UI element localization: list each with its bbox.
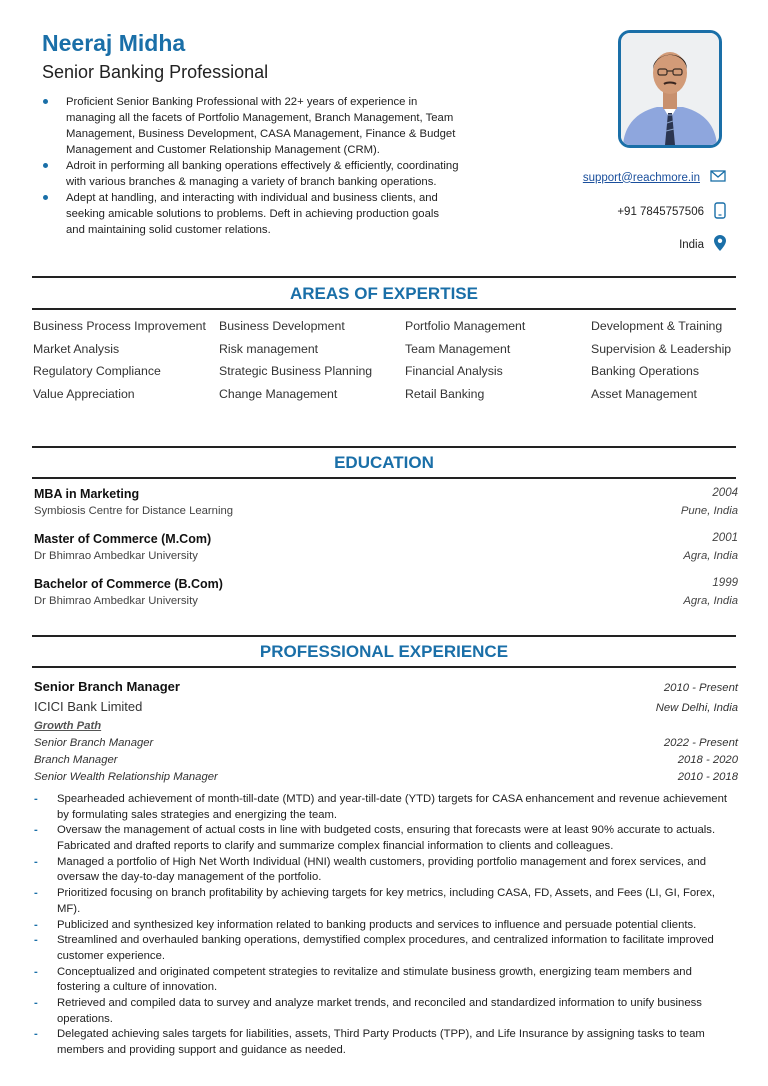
expertise-column	[591, 318, 768, 408]
section-divider	[32, 276, 736, 278]
expertise-column	[33, 318, 219, 408]
job-period: 2010 - Present	[663, 682, 738, 694]
expertise-item: Portfolio Management	[405, 319, 526, 333]
candidate-title: Senior Banking Professional	[42, 62, 269, 82]
job-bullet: - Delegated achieving sales targets for liabilities, assets, Third Party Products (TPP), and Life Insurance by assigning tasks to team members and providing support and guidance as needed.	[34, 1027, 738, 1058]
degree-name: Master of Commerce (M.Com)	[34, 532, 212, 546]
summary-item: Proficient Senior Banking Professional with 22+ years of experience in managing all the facets of Portfolio Management, Branch Management, Team Management, Business Development, CASA Management, Finance & Budget Management and Customer Relationship Management (CRM).	[40, 94, 460, 158]
degree-year: 2001	[712, 532, 738, 544]
expertise-item: Supervision & Leadership	[591, 341, 732, 356]
degree-name: Bachelor of Commerce (B.Com)	[34, 577, 223, 591]
section-divider	[32, 635, 736, 637]
growth-period: 2010 - 2018	[677, 771, 738, 783]
expertise-item: Financial Analysis	[405, 364, 503, 379]
location-text: India	[679, 238, 704, 251]
job-bullet: - Managed a portfolio of High Net Worth Individual (HNI) wealth customers, providing portfolio management and forex services, and oversaw the day-to-day management of the portfolio.	[34, 855, 738, 886]
job-location: New Delhi, India	[655, 702, 738, 714]
phone-icon	[714, 202, 726, 222]
expertise-column	[219, 318, 405, 408]
phone-number: +91 7845757506	[617, 206, 704, 218]
job-bullet: - Conceptualized and originated competent strategies to revitalize and stimulate business growth, energizing team members and fostering a culture of innovation.	[34, 965, 738, 996]
expertise-item: Change Management	[219, 386, 338, 401]
section-divider	[32, 666, 736, 668]
expertise-heading: AREAS OF EXPERTISE	[290, 284, 478, 303]
institution-name: Dr Bhimrao Ambedkar University	[34, 550, 198, 562]
growth-period: 2022 - Present	[663, 737, 738, 749]
growth-title: Senior Wealth Relationship Manager	[34, 771, 218, 783]
education-entry	[34, 487, 738, 517]
envelope-icon	[710, 170, 726, 185]
expertise-item: Banking Operations	[591, 364, 700, 379]
institution-place: Agra, India	[683, 550, 738, 562]
map-pin-icon	[714, 235, 726, 254]
expertise-item: Team Management	[405, 341, 511, 356]
job-bullets	[34, 792, 738, 1059]
degree-name: MBA in Marketing	[34, 487, 140, 501]
institution-name: Dr Bhimrao Ambedkar University	[34, 595, 198, 607]
summary-item: Adroit in performing all banking operations effectively & efficiently, coordinating with various branches & managing a variety of branch banking operations.	[40, 158, 460, 190]
degree-year: 2004	[712, 487, 738, 499]
contact-phone-row	[426, 202, 726, 222]
job-bullet: - Prioritized focusing on branch profitability by achieving targets for key metrics, including CASA, FD, Assets, and Fees (LI, GI, Forex, MF).	[34, 886, 738, 917]
job-bullet: - Oversaw the management of actual costs in line with budgeted costs, ensuring that forecasts were at least 90% accurate to actuals. Fabricated and drafted reports to clarify and summarize complex financial information to clients and colleagues.	[34, 823, 738, 854]
job-entry	[34, 679, 738, 788]
expertise-item: Retail Banking	[405, 386, 485, 401]
growth-title: Branch Manager	[34, 754, 118, 766]
section-divider	[32, 308, 736, 310]
expertise-item: Business Development	[219, 319, 345, 333]
contact-email-row	[426, 170, 726, 185]
expertise-item: Business Process Improvement	[33, 319, 206, 333]
institution-place: Pune, India	[680, 505, 738, 517]
job-bullet: - Spearheaded achievement of month-till-date (MTD) and year-till-date (YTD) targets for CASA enhancement and revenue achievement by formulating sales strategies and energizing the team.	[34, 792, 738, 823]
expertise-column	[405, 318, 591, 408]
growth-title: Senior Branch Manager	[34, 737, 154, 749]
expertise-grid	[33, 318, 743, 408]
expertise-item: Market Analysis	[33, 341, 120, 356]
summary-list	[40, 94, 460, 238]
institution-place: Agra, India	[683, 595, 738, 607]
expertise-item: Risk management	[219, 341, 319, 356]
job-bullet: - Streamlined and overhauled banking operations, demystified complex procedures, and centralized information to facilitate improved customer experience.	[34, 933, 738, 964]
job-role: Senior Branch Manager	[34, 679, 180, 694]
expertise-item: Regulatory Compliance	[33, 364, 161, 379]
education-heading: EDUCATION	[334, 453, 434, 472]
summary-item: Adept at handling, and interacting with individual and business clients, and seeking amicable solutions to problems. Deft in achieving production goals and maintaining solid customer relations.	[40, 190, 460, 238]
degree-year: 1999	[712, 577, 738, 589]
education-entry	[34, 532, 738, 562]
job-bullet: - Publicized and synthesized key information related to banking products and services to influence and persuade potential clients.	[34, 918, 738, 934]
growth-period: 2018 - 2020	[677, 754, 738, 766]
profile-photo	[618, 30, 722, 148]
expertise-item: Value Appreciation	[33, 386, 135, 401]
candidate-name: Neeraj Midha	[42, 30, 186, 56]
contact-location-row	[426, 235, 726, 254]
education-entry	[34, 577, 738, 607]
expertise-item: Development & Training	[591, 319, 723, 333]
email-link[interactable]: support@reachmore.in	[582, 171, 700, 184]
growth-path-label: Growth Path	[34, 720, 102, 732]
expertise-item: Asset Management	[591, 386, 697, 401]
section-divider	[32, 446, 736, 448]
job-bullet: - Retrieved and compiled data to survey and analyze market trends, and reconciled and standardized information to unify business operations.	[34, 996, 738, 1027]
expertise-item: Strategic Business Planning	[219, 364, 373, 379]
institution-name: Symbiosis Centre for Distance Learning	[34, 505, 234, 517]
section-divider	[32, 477, 736, 479]
experience-heading: PROFESSIONAL EXPERIENCE	[259, 642, 509, 661]
job-company: ICICI Bank Limited	[34, 699, 143, 714]
